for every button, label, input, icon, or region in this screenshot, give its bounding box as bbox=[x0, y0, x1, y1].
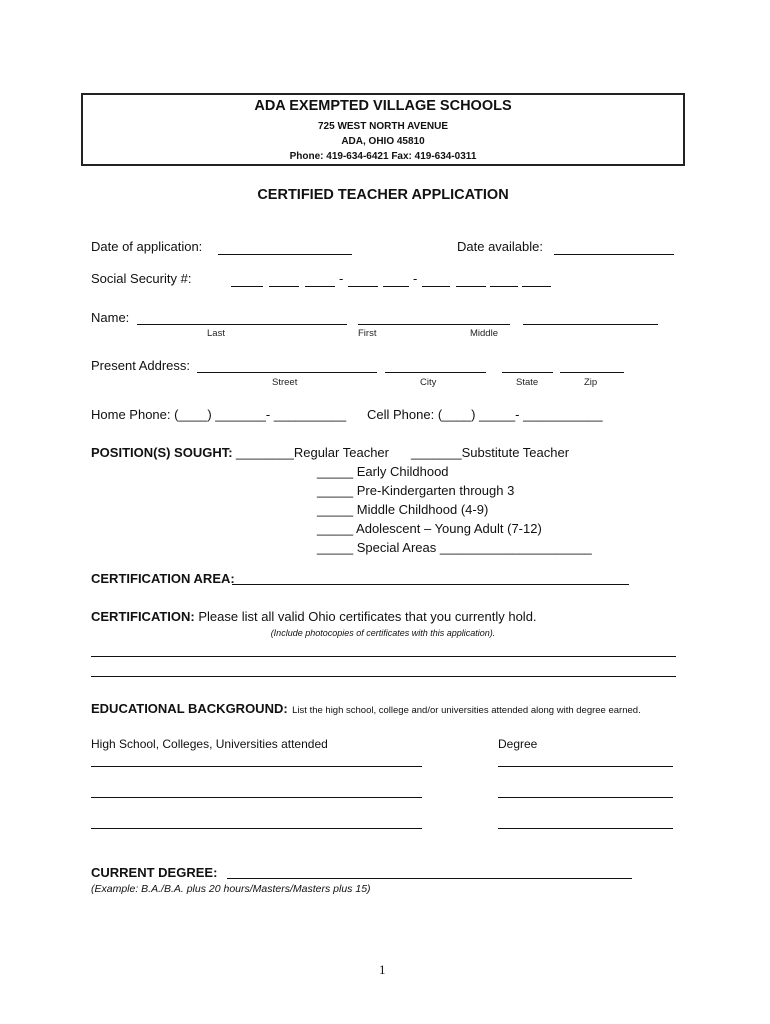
certification-note: (Include photocopies of certificates with this application). bbox=[270, 628, 496, 638]
position-middle-childhood-option[interactable]: _____ Middle Childhood (4-9) bbox=[317, 502, 489, 517]
address-state-caption: State bbox=[516, 377, 539, 388]
school-name: ADA EXEMPTED VILLAGE SCHOOLS bbox=[254, 98, 512, 114]
certification-line-1[interactable] bbox=[91, 656, 676, 657]
school-street: 725 WEST NORTH AVENUE bbox=[317, 121, 449, 132]
ssn-field-3[interactable] bbox=[305, 286, 335, 287]
ssn-field-5[interactable] bbox=[383, 286, 409, 287]
education-school-line-3[interactable] bbox=[91, 828, 422, 829]
ssn-field-9[interactable] bbox=[522, 286, 551, 287]
school-phones: Phone: 419-634-6421 Fax: 419-634-0311 bbox=[289, 151, 477, 162]
address-city-field[interactable] bbox=[385, 372, 486, 373]
position-early-childhood-option[interactable]: _____ Early Childhood bbox=[317, 464, 449, 479]
name-first-field[interactable] bbox=[358, 324, 510, 325]
position-adolescent-option[interactable]: _____ Adolescent – Young Adult (7-12) bbox=[317, 521, 542, 536]
position-regular-option[interactable]: ________Regular Teacher bbox=[236, 445, 389, 460]
school-city: ADA, OHIO 45810 bbox=[341, 136, 425, 147]
ssn-field-2[interactable] bbox=[269, 286, 299, 287]
certification-line-2[interactable] bbox=[91, 676, 676, 677]
education-school-line-2[interactable] bbox=[91, 797, 422, 798]
education-instructions: List the high school, college and/or universities attended along with degree earned. bbox=[292, 705, 641, 716]
address-city-caption: City bbox=[420, 377, 437, 388]
current-degree-field[interactable] bbox=[227, 878, 632, 879]
education-col-degree: Degree bbox=[498, 737, 538, 751]
education-school-line-1[interactable] bbox=[91, 766, 422, 767]
position-special-areas-option[interactable]: _____ Special Areas _____________________ bbox=[317, 540, 592, 555]
ssn-separator-2: - bbox=[413, 271, 418, 286]
ssn-field-8[interactable] bbox=[490, 286, 518, 287]
certification-label: CERTIFICATION: bbox=[91, 609, 195, 624]
education-heading bbox=[91, 700, 641, 718]
position-pre-k-option[interactable]: _____ Pre-Kindergarten through 3 bbox=[317, 483, 515, 498]
education-label: EDUCATIONAL BACKGROUND: bbox=[91, 701, 288, 716]
name-middle-caption: Middle bbox=[470, 328, 498, 339]
name-first-caption: First bbox=[358, 328, 377, 339]
education-col-schools: High School, Colleges, Universities attended bbox=[91, 737, 328, 751]
ssn-label: Social Security #: bbox=[91, 271, 192, 286]
certification-area-field[interactable] bbox=[232, 584, 629, 585]
address-street-field[interactable] bbox=[197, 372, 377, 373]
name-middle-field[interactable] bbox=[523, 324, 658, 325]
cell-phone-field[interactable]: Cell Phone: (____) _____- ___________ bbox=[367, 407, 603, 422]
education-degree-line-3[interactable] bbox=[498, 828, 673, 829]
name-last-caption: Last bbox=[207, 328, 225, 339]
address-zip-field[interactable] bbox=[560, 372, 624, 373]
date-of-application-field[interactable] bbox=[218, 254, 352, 255]
ssn-field-4[interactable] bbox=[348, 286, 378, 287]
certification-heading bbox=[91, 609, 537, 624]
ssn-field-6[interactable] bbox=[422, 286, 450, 287]
present-address-label: Present Address: bbox=[91, 358, 190, 373]
date-available-label: Date available: bbox=[457, 239, 543, 254]
current-degree-label: CURRENT DEGREE: bbox=[91, 865, 218, 880]
date-available-field[interactable] bbox=[554, 254, 674, 255]
address-state-field[interactable] bbox=[502, 372, 553, 373]
ssn-separator-1: - bbox=[339, 271, 344, 286]
name-label: Name: bbox=[91, 310, 130, 325]
certification-area-label: CERTIFICATION AREA: bbox=[91, 571, 235, 586]
education-degree-line-1[interactable] bbox=[498, 766, 673, 767]
date-of-application-label: Date of application: bbox=[91, 239, 203, 254]
positions-label: POSITION(S) SOUGHT: bbox=[91, 445, 233, 460]
form-title: CERTIFIED TEACHER APPLICATION bbox=[257, 187, 509, 203]
education-degree-line-2[interactable] bbox=[498, 797, 673, 798]
current-degree-example: (Example: B.A./B.A. plus 20 hours/Masters/Masters plus 15) bbox=[91, 883, 371, 895]
address-street-caption: Street bbox=[272, 377, 298, 388]
ssn-field-7[interactable] bbox=[456, 286, 486, 287]
ssn-field-1[interactable] bbox=[231, 286, 263, 287]
home-phone-field[interactable]: Home Phone: (____) _______- __________ bbox=[91, 407, 347, 422]
position-substitute-option[interactable]: _______Substitute Teacher bbox=[411, 445, 570, 460]
page-number: 1 bbox=[379, 962, 386, 977]
address-zip-caption: Zip bbox=[584, 377, 598, 388]
name-last-field[interactable] bbox=[137, 324, 347, 325]
certification-instructions: Please list all valid Ohio certificates that you currently hold. bbox=[198, 609, 537, 624]
